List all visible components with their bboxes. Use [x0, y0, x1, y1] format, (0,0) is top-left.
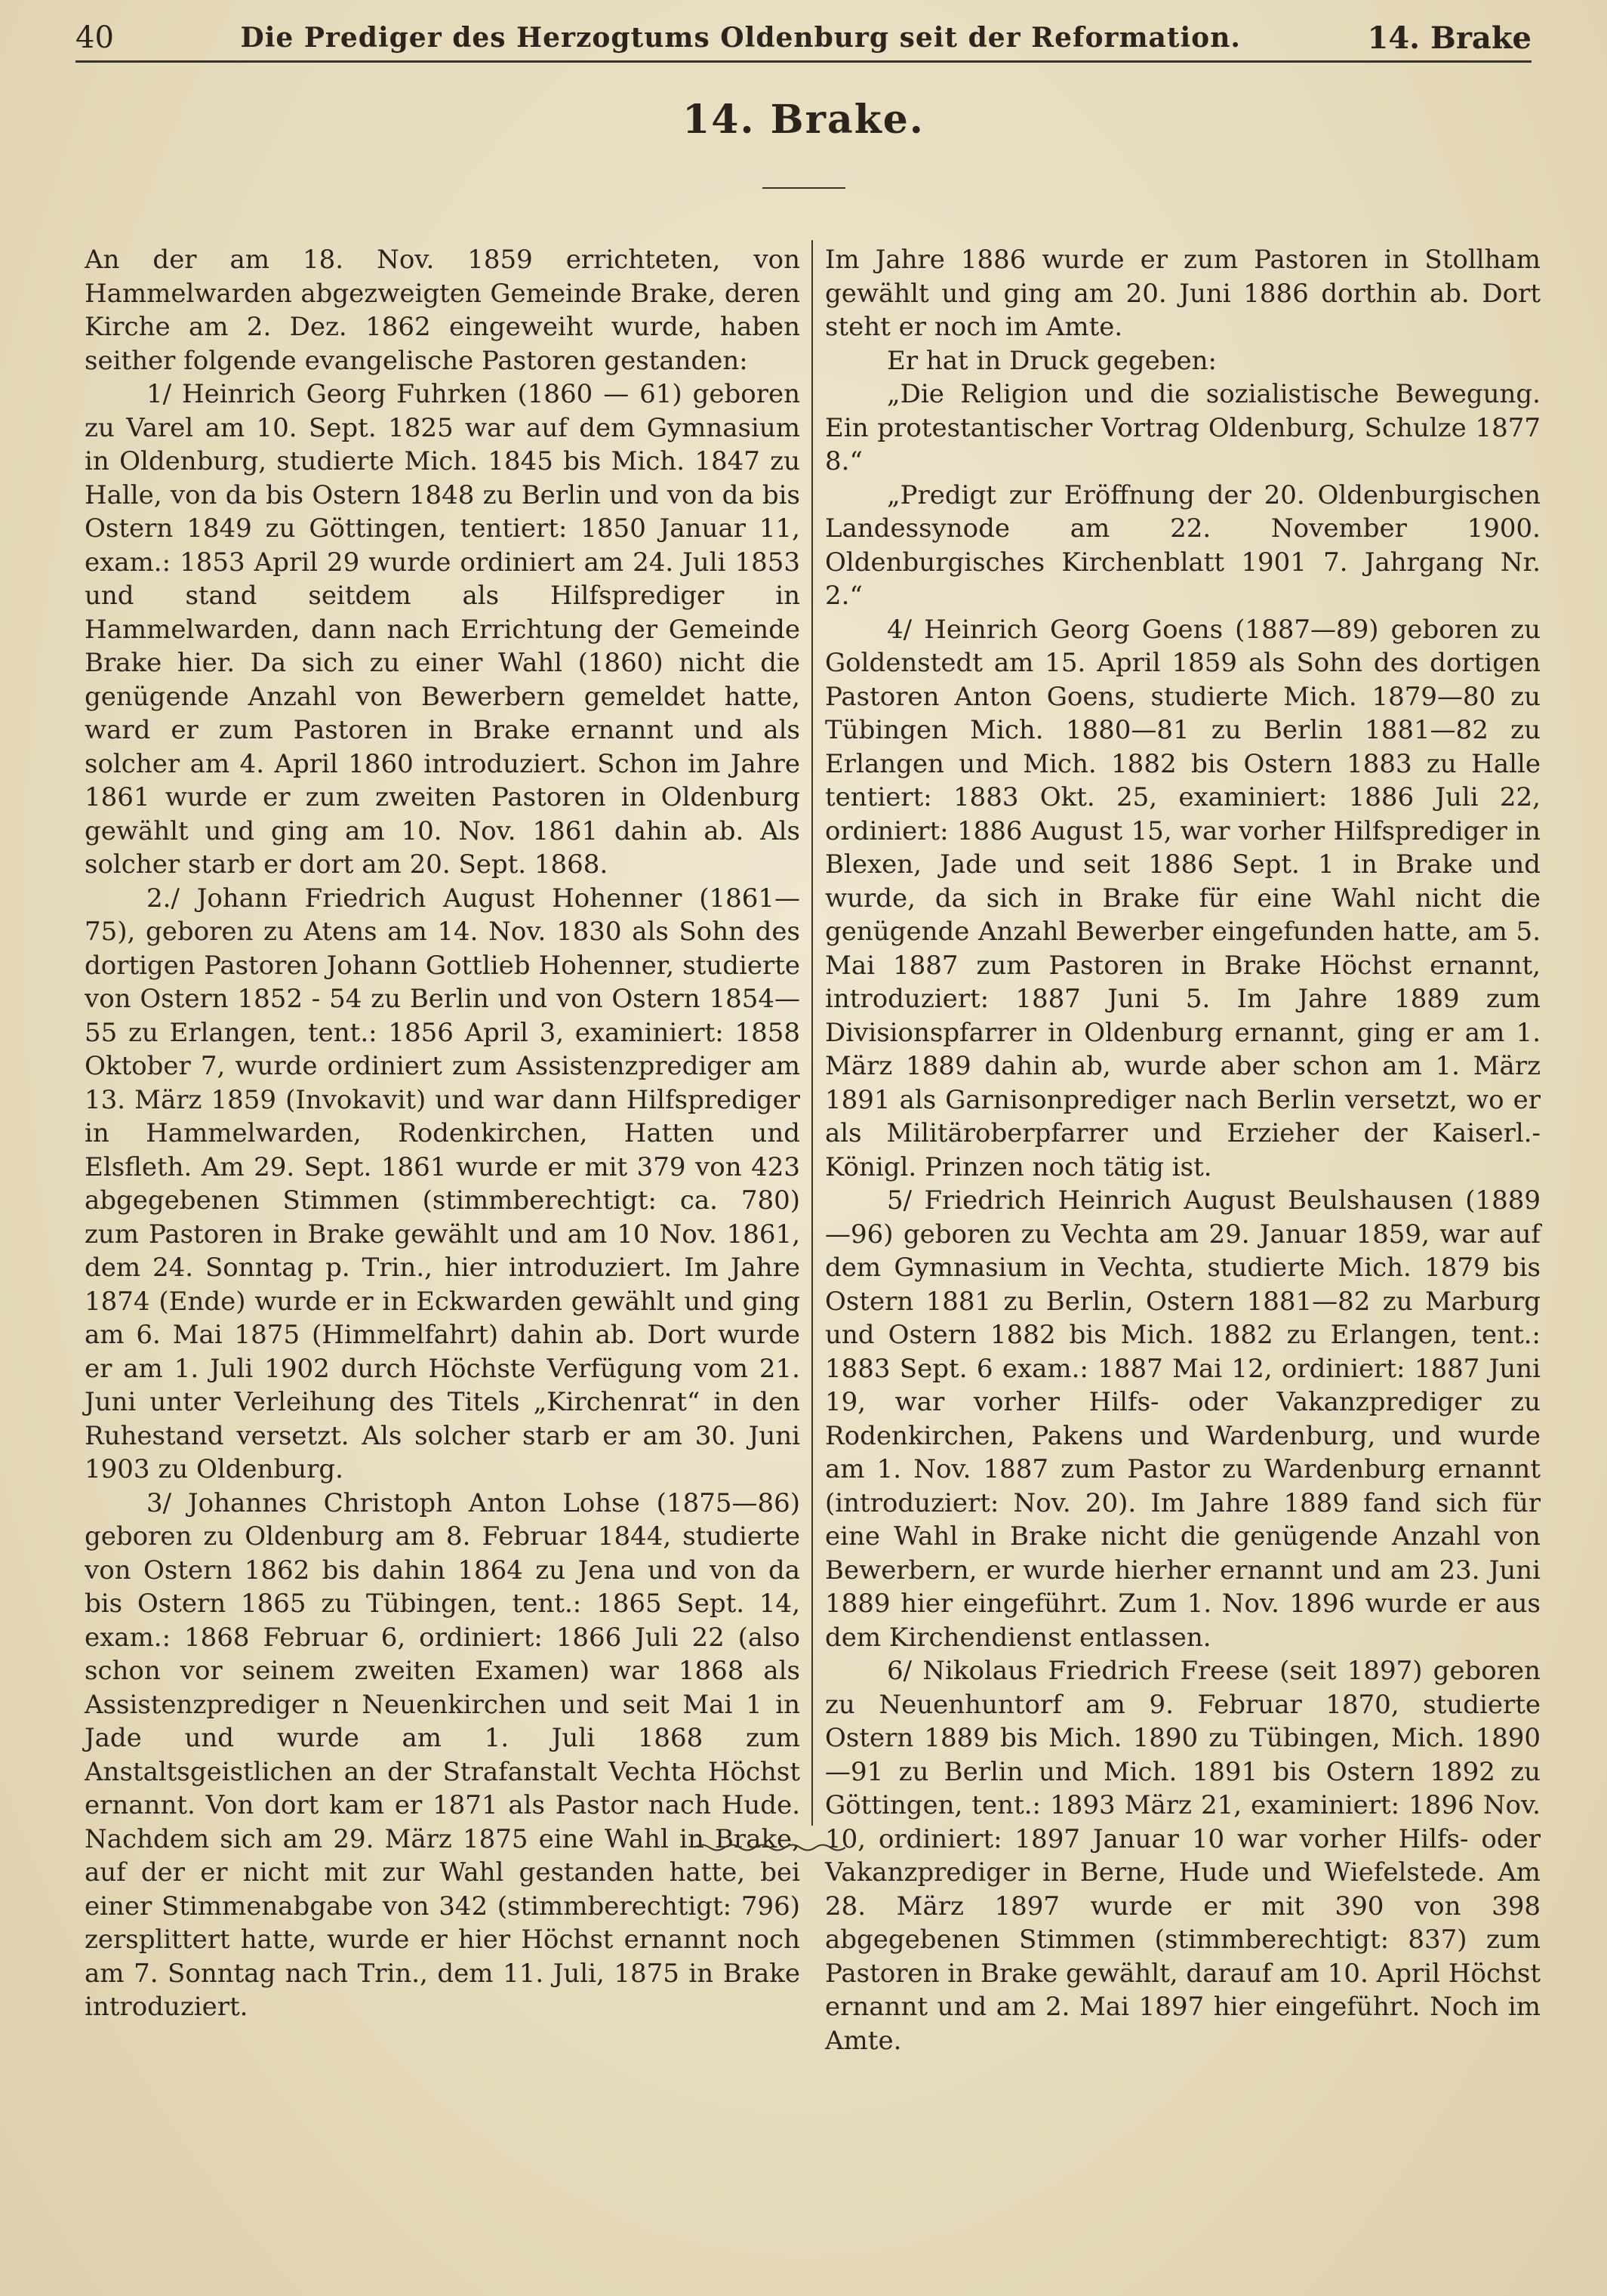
lohse-continued: Im Jahre 1886 wurde er zum Pastoren in Stollham gewählt und ging am 20. Juni 1886 dorthin ab. Dort steht er noch im Amte. — [825, 245, 1541, 342]
intro-paragraph: An der am 18. Nov. 1859 errichteten, von Hammelwarden abgezweigten Gemeinde Brake, deren Kirche am 2. Dez. 1862 eingeweiht wurde, haben seither folgende evangelische Pastoren gestanden: — [85, 245, 800, 376]
section-reference: 14. Brake — [1367, 20, 1532, 56]
header-rule — [75, 60, 1532, 63]
left-column — [85, 243, 800, 2024]
entry-hohenner: 2./ Johann Friedrich August Hohenner (1861—75), geboren zu Atens am 14. Nov. 1830 als Sohn des dortigen Pastoren Johann Gottlieb Hohenner, studierte von Ostern 1852 - 54 zu Berlin und von Ostern 1854—55 zu Erlangen, tent.: 1856 April 3, examiniert: 1858 Oktober 7, wurde ordiniert zum Assistenzprediger am 13. März 1859 (Invokavit) und war dann Hilfsprediger in Hammelwarden, Rodenkirchen, Hatten und Elsfleth. Am 29. Sept. 1861 wurde er mit 379 von 423 abgegebenen Stimmen (stimmberechtigt: ca. 780) zum Pastoren in Brake gewählt und am 10 Nov. 1861, dem 24. Sonntag p. Trin., hier introduziert. Im Jahre 1874 (Ende) wurde er in Eckwarden gewählt und ging am 6. Mai 1875 (Himmelfahrt) dahin ab. Dort wurde er am 1. Juli 1902 durch Höchste Verfügung vom 21. Juni unter Verleihung des Titels „Kirchenrat“ in den Ruhestand versetzt. Als solcher starb er am 30. Juni 1903 zu Oldenburg. — [85, 883, 800, 1484]
right-column — [825, 243, 1541, 2057]
running-head — [75, 15, 1532, 60]
title-rule — [762, 187, 845, 189]
running-title: Die Prediger des Herzogtums Oldenburg seit der Reformation. — [240, 22, 1241, 54]
publications-heading: Er hat in Druck gegeben: — [887, 345, 1217, 376]
section-title: 14. Brake. — [682, 97, 925, 143]
entry-fuhrken: 1/ Heinrich Georg Fuhrken (1860 — 61) geboren zu Varel am 10. Sept. 1825 war auf dem Gymnasium in Oldenburg, studierte Mich. 1845 bis Mich. 1847 zu Halle, von da bis Ostern 1848 zu Berlin und von da bis Ostern 1849 zu Göttingen, tentiert: 1850 Januar 11, exam.: 1853 April 29 wurde ordiniert am 24. Juli 1853 und stand seitdem als Hilfsprediger in Hammelwarden, dann nach Errichtung der Gemeinde Brake hier. Da sich zu einer Wahl (1860) nicht die genügende Anzahl von Bewerbern gemeldet hatte, ward er zum Pastoren in Brake ernannt und als solcher am 4. April 1860 introduziert. Schon im Jahre 1861 wurde er zum zweiten Pastoren in Oldenburg gewählt und ging am 10. Nov. 1861 dahin ab. Als solcher starb er dort am 20. Sept. 1868. — [85, 379, 800, 880]
entry-goens: 4/ Heinrich Georg Goens (1887—89) geboren zu Goldenstedt am 15. April 1859 als Sohn des dortigen Pastoren Anton Goens, studierte Mich. 1879—80 zu Tübingen Mich. 1880—81 zu Berlin 1881—82 zu Erlangen und Mich. 1882 bis Ostern 1883 zu Halle tentiert: 1883 Okt. 25, examiniert: 1886 Juli 22, ordiniert: 1886 August 15, war vorher Hilfsprediger in Blexen, Jade und seit 1886 Sept. 1 in Brake und wurde, da sich in Brake für eine Wahl nicht die genügende Anzahl Bewerber eingefunden hatte, am 5. Mai 1887 zum Pastoren in Brake Höchst ernannt, introduziert: 1887 Juni 5. Im Jahre 1889 zum Divisionspfarrer in Oldenburg ernannt, ging er am 1. März 1889 dahin ab, wurde aber schon am 1. März 1891 als Garnisonprediger nach Berlin versetzt, wo er als Militäroberpfarrer und Erzieher der Kaiserl.-Königl. Prinzen noch tätig ist. — [825, 614, 1541, 1182]
publication-2: „Predigt zur Eröffnung der 20. Oldenburgischen Landessynode am 22. November 1900. Oldenburgisches Kirchenblatt 1901 7. Jahrgang Nr. 2.“ — [825, 479, 1541, 611]
wavy-line-icon — [694, 1842, 845, 1853]
column-divider — [811, 240, 813, 1826]
entry-freese: 6/ Nikolaus Friedrich Freese (seit 1897) geboren zu Neuenhuntorf am 9. Februar 1870, studierte Ostern 1889 bis Mich. 1890 zu Tübingen, Mich. 1890—91 zu Berlin und Mich. 1891 bis Ostern 1892 zu Göttingen, tent.: 1893 März 21, examiniert: 1896 Nov. 10, ordiniert: 1897 Januar 10 war vorher Hilfs- oder Vakanzprediger in Berne, Hude und Wiefelstede. Am 28. März 1897 wurde er mit 390 von 398 abgegebenen Stimmen (stimmberechtigt: 837) zum Pastoren in Brake gewählt, darauf am 10. April Höchst ernannt und am 2. Mai 1897 hier eingeführt. Noch im Amte. — [825, 1656, 1541, 2056]
page-number: 40 — [75, 20, 114, 55]
end-ornament — [694, 1842, 845, 1853]
entry-lohse: 3/ Johannes Christoph Anton Lohse (1875—86) geboren zu Oldenburg am 8. Februar 1844, studierte von Ostern 1862 bis dahin 1864 zu Jena und von da bis Ostern 1865 zu Tübingen, tent.: 1865 Sept. 14, exam.: 1868 Februar 6, ordiniert: 1866 Juli 22 (also schon vor seinem zweiten Examen) war 1868 als Assistenzprediger n Neuenkirchen und seit Mai 1 in Jade und wurde am 1. Juli 1868 zum Anstaltsgeistlichen an der Strafanstalt Vechta Höchst ernannt. Von dort kam er 1871 als Pastor nach Hude. Nachdem sich am 29. März 1875 eine Wahl in Brake, auf der er nicht mit zur Wahl gestanden hatte, bei einer Stimmenabgabe von 342 (stimmberechtigt: 796) zersplittert hatte, wurde er hier Höchst ernannt noch am 7. Sonntag nach Trin., dem 11. Juli, 1875 in Brake introduziert. — [85, 1487, 800, 2022]
publication-1: „Die Religion und die sozialistische Bewegung. Ein protestantischer Vortrag Oldenburg, Schulze 1877 8.“ — [825, 379, 1541, 476]
entry-beulshausen: 5/ Friedrich Heinrich August Beulshausen (1889—96) geboren zu Vechta am 29. Januar 1859, war auf dem Gymnasium in Vechta, studierte Mich. 1879 bis Ostern 1881 zu Berlin, Ostern 1881—82 zu Marburg und Ostern 1882 bis Mich. 1882 zu Erlangen, tent.: 1883 Sept. 6 exam.: 1887 Mai 12, ordiniert: 1887 Juni 19, war vorher Hilfs- oder Vakanzprediger zu Rodenkirchen, Pakens und Wardenburg, und wurde am 1. Nov. 1887 zum Pastor zu Wardenburg ernannt (introduziert: Nov. 20). Im Jahre 1889 fand sich für eine Wahl in Brake nicht die genügende Anzahl von Bewerbern, er wurde hierher ernannt und am 23. Juni 1889 hier eingeführt. Zum 1. Nov. 1896 wurde er aus dem Kirchendienst entlassen. — [825, 1185, 1541, 1653]
